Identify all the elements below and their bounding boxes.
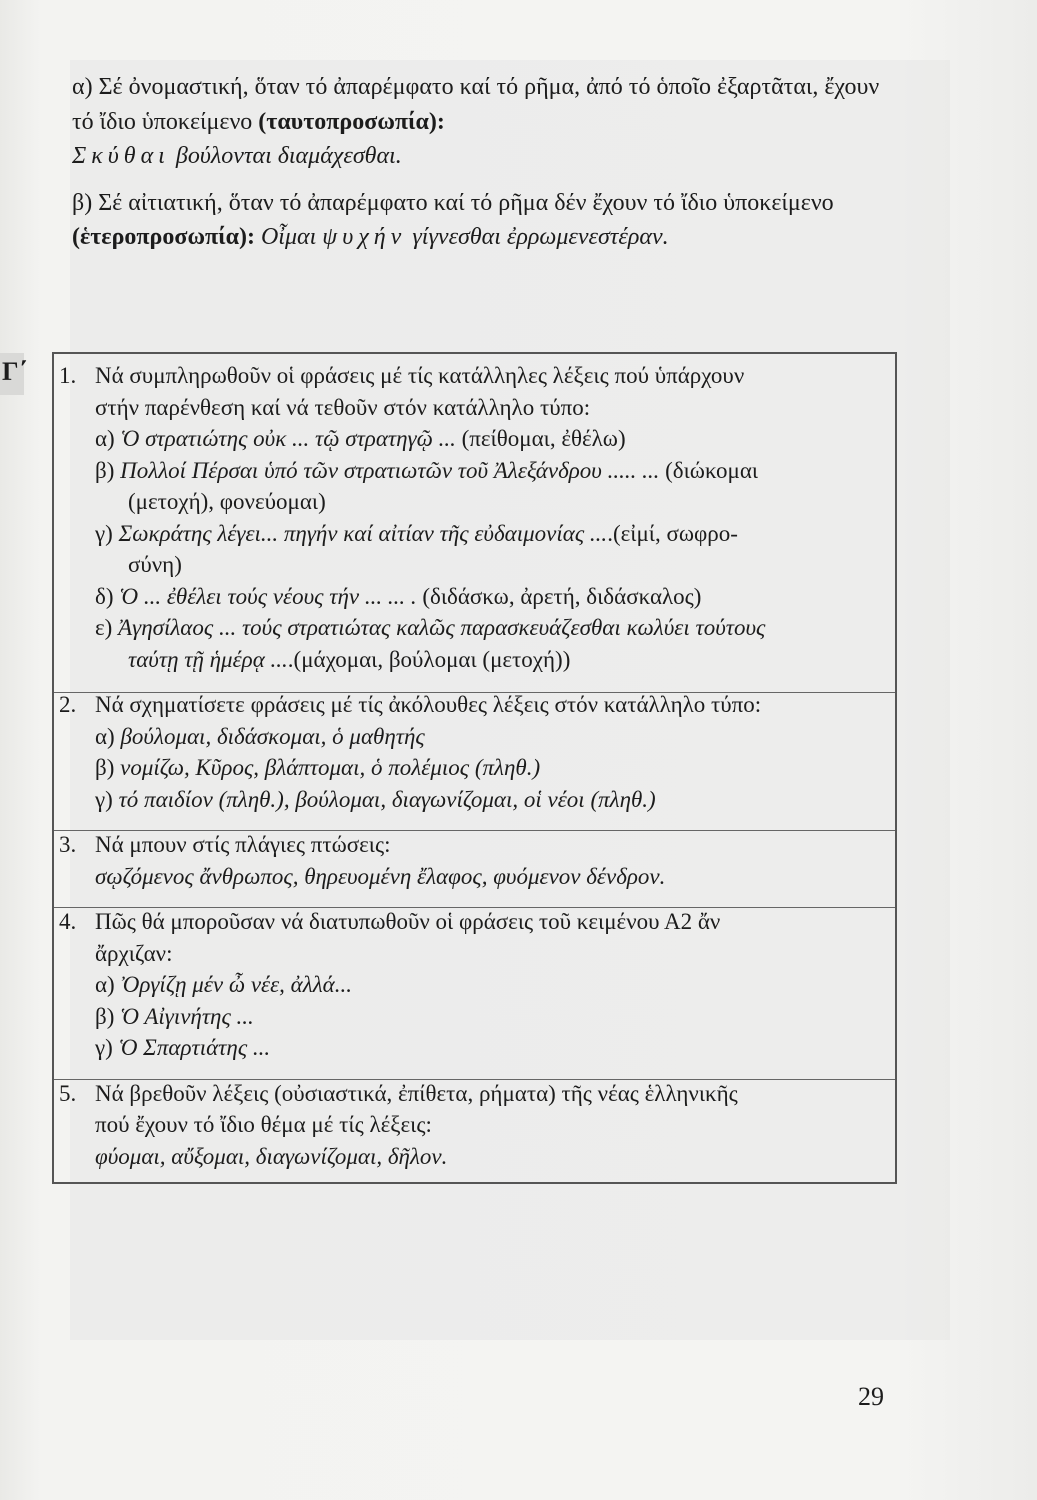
rule-a: α) Σέ ὀνομαστική, ὅταν τό ἀπαρέμφατο καί τό ρῆμα, ἀπό τό ὁποῖο ἐξαρτᾶται, ἔχουν τό ἴδιο ὑποκείμενο (ταυτοπροσωπία): Σκύθαι βούλονται διαμάχεσθαι. — [72, 74, 880, 169]
exercise-1-b: β) Πολλοί Πέρσαι ὑπό τῶν στρατιωτῶν τοῦ Ἀλεξάνδρου ..... ... (διώκομαι — [95, 457, 759, 483]
exercise-4-a: α) Ὀργίζῃ μέν ὦ νέε, ἀλλά... — [95, 972, 352, 997]
exercise-1-d: δ) Ὁ ... ἐθέλει τούς νέους τήν ... ... . (διδάσκω, ἀρετή, διδάσκαλος) — [95, 583, 702, 609]
exercise-3: 3. Νά μπουν στίς πλάγιες πτώσεις: σῳζόμενος ἄνθρωπος, θηρευομένη ἔλαφος, φυόμενον δένδρον. — [59, 832, 666, 889]
exercise-2-a: α) βούλομαι, διδάσκομαι, ὁ μαθητής — [95, 723, 425, 749]
exercise-2-c: γ) τό παιδίον (πληθ.), βούλομαι, διαγωνίζομαι, οἱ νέοι (πληθ.) — [95, 786, 656, 812]
exercise-2: 2. Νά σχηματίσετε φράσεις μέ τίς ἀκόλουθες λέξεις στόν κατάλληλο τύπο: α) βούλομαι, διδάσκομαι, ὁ μαθητής β) νομίζω, Κῦρος, βλάπτομαι, ὁ πολέμιος (πληθ.) γ) τό παιδίον (πληθ.), βούλομαι, διαγωνίζομαι, οἱ νέοι (πληθ.) — [52, 689, 897, 815]
exercise-4-c: γ) Ὁ Σπαρτιάτης ... — [95, 1035, 271, 1060]
exercise-4: 4. Πῶς θά μποροῦσαν νά διατυπωθοῦν οἱ φράσεις τοῦ κειμένου Α2 ἄν ἄρχιζαν: α) Ὀργίζῃ μέν ὦ νέε, ἀλλά... β) Ὁ Αἰγινήτης ... γ) Ὁ Σπαρτιάτης ... — [52, 906, 897, 1064]
rule-b: β) Σέ αἰτιατική, ὅταν τό ἀπαρέμφατο καί τό ρῆμα δέν ἔχουν τό ἴδιο ὑποκείμενο (ἑτεροπροσωπία): Οἶμαι ψυχήν γίγνεσθαι ἐρρωμενεστέραν. — [72, 189, 834, 250]
exercise-5: 5. Νά βρεθοῦν λέξεις (οὐσιαστικά, ἐπίθετα, ρήματα) τῆς νέας ἑλληνικῆς πού ἔχουν τό ἴδιο θέμα μέ τίς λέξεις: φύομαι, αὔξομαι, διαγωνίζομαι, δῆλον. — [59, 1080, 738, 1169]
page-number: 29 — [858, 1382, 884, 1411]
exercise-1-e: ε) Ἀγησίλαος ... τούς στρατιώτας καλῶς παρασκευάζεσθαι κωλύει τούτους — [95, 615, 766, 640]
exercise-2-b: β) νομίζω, Κῦρος, βλάπτομαι, ὁ πολέμιος (πληθ.) — [95, 755, 541, 780]
exercise-1-a: α) Ὁ στρατιώτης οὐκ ... τῷ στρατηγῷ ... (πείθομαι, ἐθέλω) — [95, 426, 626, 451]
exercise-4-b: β) Ὁ Αἰγινήτης ... — [95, 1003, 254, 1029]
exercise-1: 1. Νά συμπληρωθοῦν οἱ φράσεις μέ τίς κατάλληλες λέξεις πού ὑπάρχουν στήν παρένθεση καί νά τεθοῦν στόν κατάλληλο τύπο: α) Ὁ στρατιώτης οὐκ ... τῷ στρατηγῷ ... (πείθομαι, ἐθέλω) β) Πολλοί Πέρσαι ὑπό τῶν στρατιωτῶν τοῦ Ἀλεξάνδρου ..... ... (διώκομαι (μετοχή), φονεύομαι) γ) Σωκράτης λέγει... πηγήν καί αἰτίαν τῆς εὐδαιμονίας ....(εἰμί, σωφρο- σύνη) δ) Ὁ ... ἐθέλει τούς νέους τήν ... ... . (διδάσκω, ἀρετή, διδάσκαλος) ε) Ἀγησίλαος ... τούς στρατιώτας καλῶς παρασκευάζεσθαι κωλύει τούτους ταύτῃ τῇ ἡμέρᾳ ....(μάχομαι, βούλομαι (μετοχή)) — [52, 360, 897, 675]
section-marker: Γ΄ — [0, 353, 24, 395]
exercises-list — [52, 360, 897, 1172]
intro-rules — [72, 70, 902, 267]
exercise-1-c: γ) Σωκράτης λέγει... πηγήν καί αἰτίαν τῆς εὐδαιμονίας ....(εἰμί, σωφρο- — [95, 520, 738, 546]
